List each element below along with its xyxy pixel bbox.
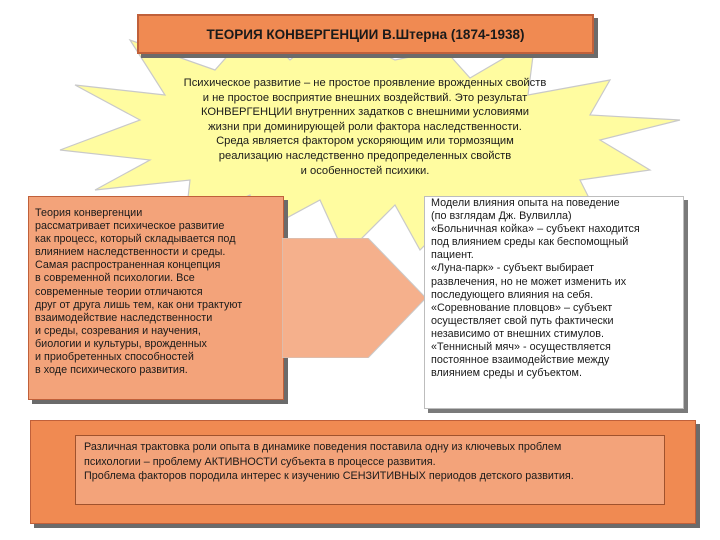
bottom-line: Проблема факторов породила интерес к изучению СЕНЗИТИВНЫХ периодов детского развития. [84,470,574,482]
conclusion-box [30,420,696,524]
burst-line: КОНВЕРГЕНЦИИ внутренних задатков с внешними условиями [200,106,530,119]
left-line: в ходе психического развития. [35,364,188,377]
left-line: друг от друга лишь тем, как они трактуют [35,298,243,311]
page-title: ТЕОРИЯ КОНВЕРГЕНЦИИ В.Штерна (1874-1938) [206,26,525,42]
experience-models-box [424,196,684,409]
right-line: осуществляет свой путь фактически [431,314,614,327]
right-line: постоянное взаимодействие между [431,354,610,367]
right-arrow-icon [282,238,428,358]
convergence-theory-box [28,196,284,400]
bottom-line: психологии – проблему АКТИВНОСТИ субъекта в процессе развития. [84,455,436,468]
left-line: биологии и культуры, врожденных [35,337,207,350]
right-line: развлечения, но не может изменить их [431,275,627,288]
right-line: «Больничная койка» – субъект находится [431,223,640,236]
left-line: как процесс, который складывается под [35,233,236,246]
left-line: взаимодействие наследственности [35,311,213,324]
right-line: «Соревнование пловцов» – субъект [431,301,613,314]
burst-line: и не простое восприятие внешних воздействий. Это результат [202,91,528,104]
burst-line: жизни при доминирующей роли фактора наследственности. [208,120,522,133]
right-line: влиянием среды и субъектом. [431,367,582,380]
right-line: пациент. [431,249,474,262]
left-line: и приобретенных способностей [35,351,194,364]
left-line: и среды, созревания и научения, [35,324,201,337]
left-line: рассматривает психическое развитие [35,220,225,233]
right-line: под влиянием среды как беспомощный [431,236,629,249]
bottom-line: Различная трактовка роли опыта в динамике поведения поставила одну из ключевых проблем [84,441,562,453]
burst-line: Психическое развитие – не простое проявление врожденных свойств [183,77,547,89]
left-line: в современной психологии. Все [35,272,195,285]
left-line: современные теории отличаются [35,285,203,298]
right-line: независимо от внешних стимулов. [431,327,605,340]
left-line: Теория конвергенции [35,207,143,219]
title-box [137,14,594,54]
burst-line: и особенностей психики. [300,164,430,177]
right-line: «Теннисный мяч» - осуществляется [431,341,611,354]
left-line: Самая распространенная концепция [35,259,221,272]
right-line: «Луна-парк» - субъект выбирает [431,262,594,275]
burst-line: реализацию наследственно предопределенных свойств [218,149,512,162]
right-line: последующего влияния на себя. [431,288,594,301]
left-line: влиянием наследственности и среды. [35,246,226,259]
arrow-shape [282,238,426,358]
right-line: Модели влияния опыта на поведение [431,197,620,209]
burst-text [145,76,585,178]
conclusion-inner [75,435,665,505]
right-line: (по взглядам Дж. Вулвилла) [431,210,572,223]
burst-line: Среда является фактором ускоряющим или тормозящим [216,135,514,148]
